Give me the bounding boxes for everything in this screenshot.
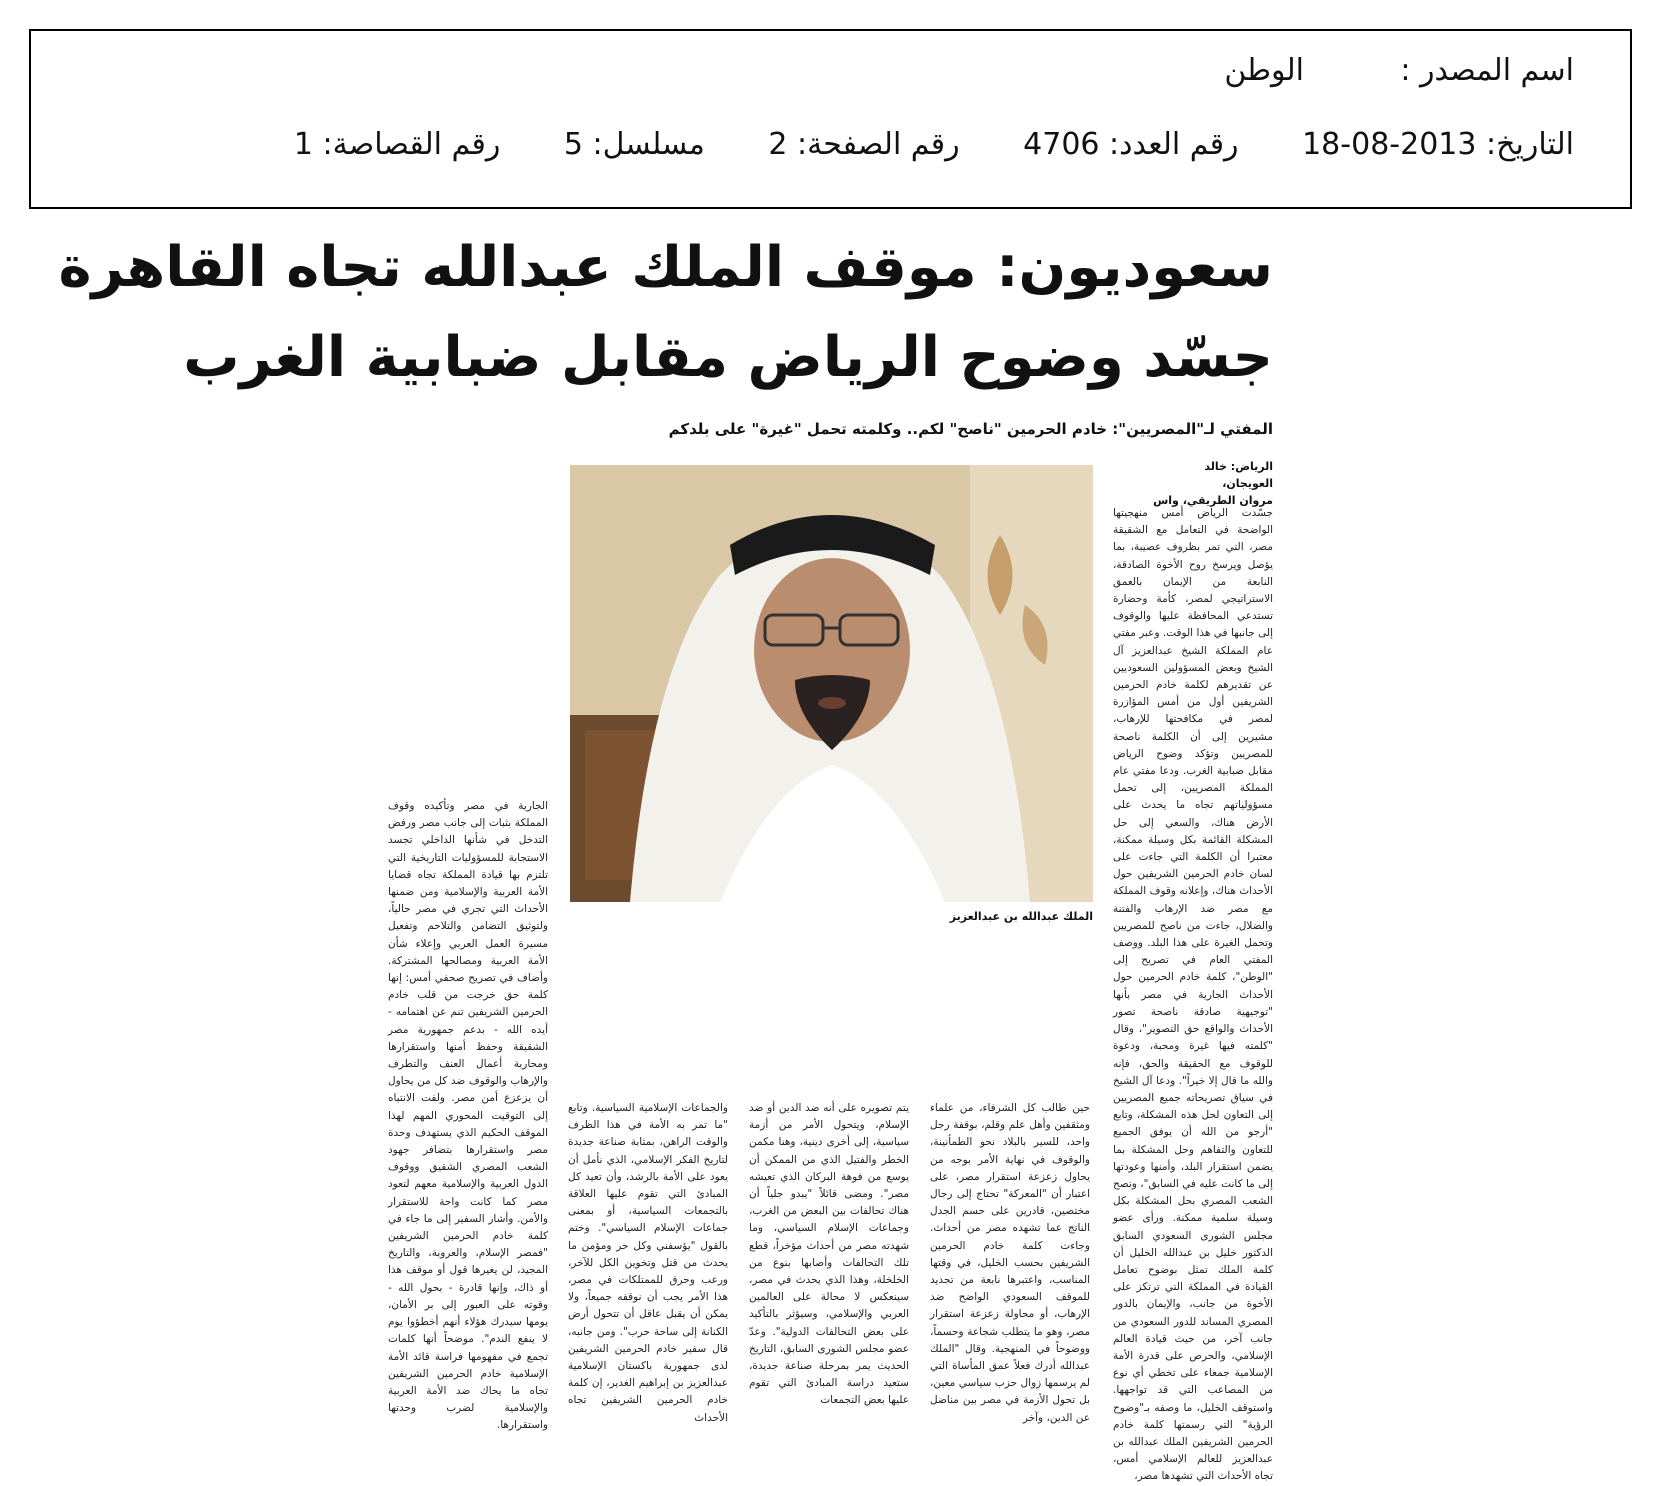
- article-column-1: جسّدت الرياض أمس منهجيتها الواضحة في التعامل مع الشقيقة مصر، التي تمر بظروف عصيبة، بما يؤصل ويرسخ روح الأخوة الصادقة، النابعة من الإيمان بالعمق الاستراتيجي لمصر، كأمة وحضارة تستدعي المحافظة عليها والوقوف إلى جانبها في هذا الوقت. وعبر مفتي عام المملكة الشيخ عبدالعزيز آل الشيخ وبعض المسؤولين السعوديين عن تقديرهم لكلمة خادم الحرمين الشريفين أول من أمس المؤازرة لمصر في مكافحتها للإرهاب، مشيرين إلى أن الكلمة ناصحة للمصريين وتؤكد وضوح الرياض مقابل ضبابية الغرب. ودعا مفتي عام المملكة المصريين، إلى تحمل مسؤولياتهم تجاه ما يحدث على الأرض هناك، والسعي إلى حل المشكلة القائمة بكل وسيلة ممكنة، معتبرا أن الكلمة التي جاءت على لسان خادم الحرمين الشريفين حول الأحداث هناك، وإعلانه وقوف المملكة مع مصر ضد الإرهاب والفتنة والضلال، جاءت من ناصح للمصريين وتحمل الغيرة على هذا البلد. ووصف المفتي العام في تصريح إلى "الوطن"، كلمة خادم الحرمين حول الأحداث الجارية في مصر بأنها "توجيهية صادقة ناصحة تصور الأحداث والواقع حق التصوير"، وقال "كلمته فيها غيرة ومحبة، ودعوة للوقوف مع الحقيقة والحق، فإنه والله ما قال إلا خيراً". ودعا آل الشيخ في سياق تصريحاته جميع المصريين إلى التعاون لحل هذه المشكلة، وتابع "أرجو من الله أن يوفق الجميع للتعاون والتفاهم وحل المشكلة بما يضمن استقرار البلد، وأمنها وعودتها إلى ما كانت عليه في السابق"، ونصح الشعب المصري بحل المشكلة بكل وسيلة سلمية ممكنة. ورأى عضو مجلس الشورى السعودي السابق الدكتور خليل بن عبدالله الخليل أن كلمة الملك تمثل بوضوح تعامل القيادة في المملكة التي ترتكز على الأخوة من جانب، والإيمان بالدور المصري المساند للدور السعودي من جانب آخر، من حيث قيادة العالم الإسلامي، والحرص على قدرة الأمة الإسلامية جمعاء على تخطي أي نوع من المصاعب التي قد تواجهها. واستوقف الخليل، ما وصفه بـ"وضوح الرؤية" التي رسمتها كلمة خادم الحرمين الشريفين الملك عبدالله بن عبدالعزيز للعالم الإسلامي أمس، تجاه الأحداث التي تشهدها مصر،: [1113, 507, 1273, 1483]
- headline-line-2: جسّد وضوح الرياض مقابل ضبابية الغرب: [183, 325, 1273, 390]
- subheadline: المفتي لـ"المصريين": خادم الحرمين "ناصح" لكم.. وكلمته تحمل "غيرة" على بلدكم: [668, 420, 1273, 438]
- issue-field: رقم العدد: 4706: [1023, 127, 1239, 162]
- source-label: اسم المصدر :: [1400, 53, 1574, 88]
- source-row: [1224, 53, 1574, 88]
- meta-row: [294, 127, 1574, 162]
- serial-field: مسلسل: 5: [563, 127, 705, 162]
- source-info-box: [29, 29, 1632, 209]
- article-column-4: والجماعات الإسلامية السياسية. وتابع "ما تمر به الأمة في هذا الظرف والوقت الراهن، بمثابة صناعة جديدة لتاريخ الفكر الإسلامي، الذي نأمل أن يعود على الأمة بالرشد، وأن تعيد كل المبادئ التي تقوم عليها العلاقة بالتجمعات السياسية، أو بمعنى جماعات الإسلام السياسي". وختم بالقول "يؤسفني وكل حر ومؤمن ما يحدث من قتل وتخوين الكل للآخر، ورعب وحرق للممتلكات في مصر، هذا الأمر يجب أن نوقفه جميعاً، ولا يمكن أن يقبل عاقل أن تتحول أرض الكنانة إلى ساحة حرب". ومن جانبه، قال سفير خادم الحرمين الشريفين لدى جمهورية باكستان الإسلامية عبدالعزيز بن إبراهيم الغدير، إن كلمة خادم الحرمين الشريفين تجاه الأحداث: [568, 1102, 728, 1424]
- portrait-photo: [570, 465, 1093, 902]
- date-field: التاريخ: 2013-08-18: [1302, 127, 1574, 162]
- headline-line-1: سعوديون: موقف الملك عبدالله تجاه القاهرة: [58, 235, 1273, 300]
- byline-line-1: الرياض: خالد العويجان،: [1204, 460, 1273, 490]
- byline: [1153, 458, 1273, 509]
- article-column-2: حين طالب كل الشرفاء، من علماء ومثقفين وأهل علم وقلم، بوقفة رجل واحد، للسير بالبلاد نحو الطمأنينة، والوقوف في نهاية الأمر بوجه من يحاول زعزعة استقرار مصر، على اعتبار أن "المعركة" تحتاج إلى رجال مختصين، قادرين على حسم الجدل الناتج عما تشهده مصر من أحداث. وجاءت كلمة خادم الحرمين الشريفين بحسب الخليل، في وقتها المناسب، واعتبرها نابعة من تجديد للموقف السعودي الواضح ضد الإرهاب، أو محاولة زعزعة استقرار مصر، وهو ما يتطلب شجاعة وحسماً، ووضوحاً في المنهجية. وقال "الملك عبدالله أدرك فعلاً عمق المأساة التي لم يرسمها زوال حزب سياسي معين، بل تحول الأزمة في مصر بين مناضل عن الدين، وآخر: [930, 1102, 1090, 1424]
- source-value: الوطن: [1224, 53, 1304, 88]
- page-field: رقم الصفحة: 2: [768, 127, 960, 162]
- clip-field: رقم القصاصة: 1: [293, 127, 501, 162]
- article-column-3: يتم تصويره على أنه ضد الدين أو ضد الإسلام، ويتحول الأمر من أزمة سياسية، إلى أخرى دينية، وهنا مكمن الخطر والفتيل الذي من الممكن أن يوسع من فوهة البركان الذي تعيشه مصر". ومضى قائلاً "يبدو جلياً أن هناك تحالفات بين البعض من الغرب، وجماعات الإسلام السياسي، وما شهدته مصر من أحداث مؤخراً، قطع تلك التحالفات وأصابها بنوع من الخلخلة، وهذا الذي يحدث في مصر، سينعكس لا محالة على العالمين العربي والإسلامي، وسيؤثر بالتأكيد على بعض التحالفات الدولية". وعدّ عضو مجلس الشورى السابق، التاريخ الحديث يمر بمرحلة صناعة جديدة، ستعيد دراسة المبادئ التي تقوم عليها بعض التجمعات: [749, 1102, 909, 1407]
- photo-caption: الملك عبدالله بن عبدالعزيز: [949, 910, 1093, 923]
- portrait-illustration: [570, 465, 1093, 902]
- byline-line-2: مروان الطريقي، واس: [1153, 494, 1273, 507]
- article-column-5: الجارية في مصر وتأكيده وقوف المملكة بثبات إلى جانب مصر ورفض التدخل في شأنها الداخلي تجسد الاستجابة للمسؤوليات التاريخية التي تلتزم بها قيادة المملكة تجاه قضايا الأمة العربية والإسلامية ومن ضمنها الأحداث التي تجري في مصر حالياً، ولتوثيق التضامن والتلاحم وتفعيل مسيرة العمل العربي وإعلاء شأن الأمة العربية ومصالحها المشتركة. وأضاف في تصريح صحفي أمس: إنها كلمة حق خرجت من قلب خادم الحرمين الشريفين تنم عن اهتمامه - أيده الله - بدعم جمهورية مصر الشقيقة وحفظ أمنها واستقرارها ومحاربة أعمال العنف والتطرف والإرهاب والوقوف ضد كل من يحاول أن يزعزع أمن مصر. ولفت الانتباه إلى التوقيت المحوري المهم لهذا الموقف الحكيم الذي يستهدف وحدة مصر واستقرارها بتضافر جهود الشعب المصري الشقيق ووقوف الدول العربية والإسلامية معهم لتعود مصر كما كانت واحة للاستقرار والأمن. وأشار السفير إلى ما جاء في كلمة خادم الحرمين الشريفين "فمصر الإسلام، والعروبة، والتاريخ المجيد، لن يغيرها قول أو موقف هذا أو ذاك، وإنها قادرة - بحول الله - وقوته على العبور إلى بر الأمان، يومها سيدرك هؤلاء أنهم أخطؤوا يوم لا ينفع الندم". موضحاً أنها كلمات تجمع في مفهومها فراسة قائد الأمة الإسلامية خادم الحرمين الشريفين تجاه ما يحاك ضد الأمة العربية والإسلامية لضرب وحدتها واستقرارها.: [388, 800, 548, 1432]
